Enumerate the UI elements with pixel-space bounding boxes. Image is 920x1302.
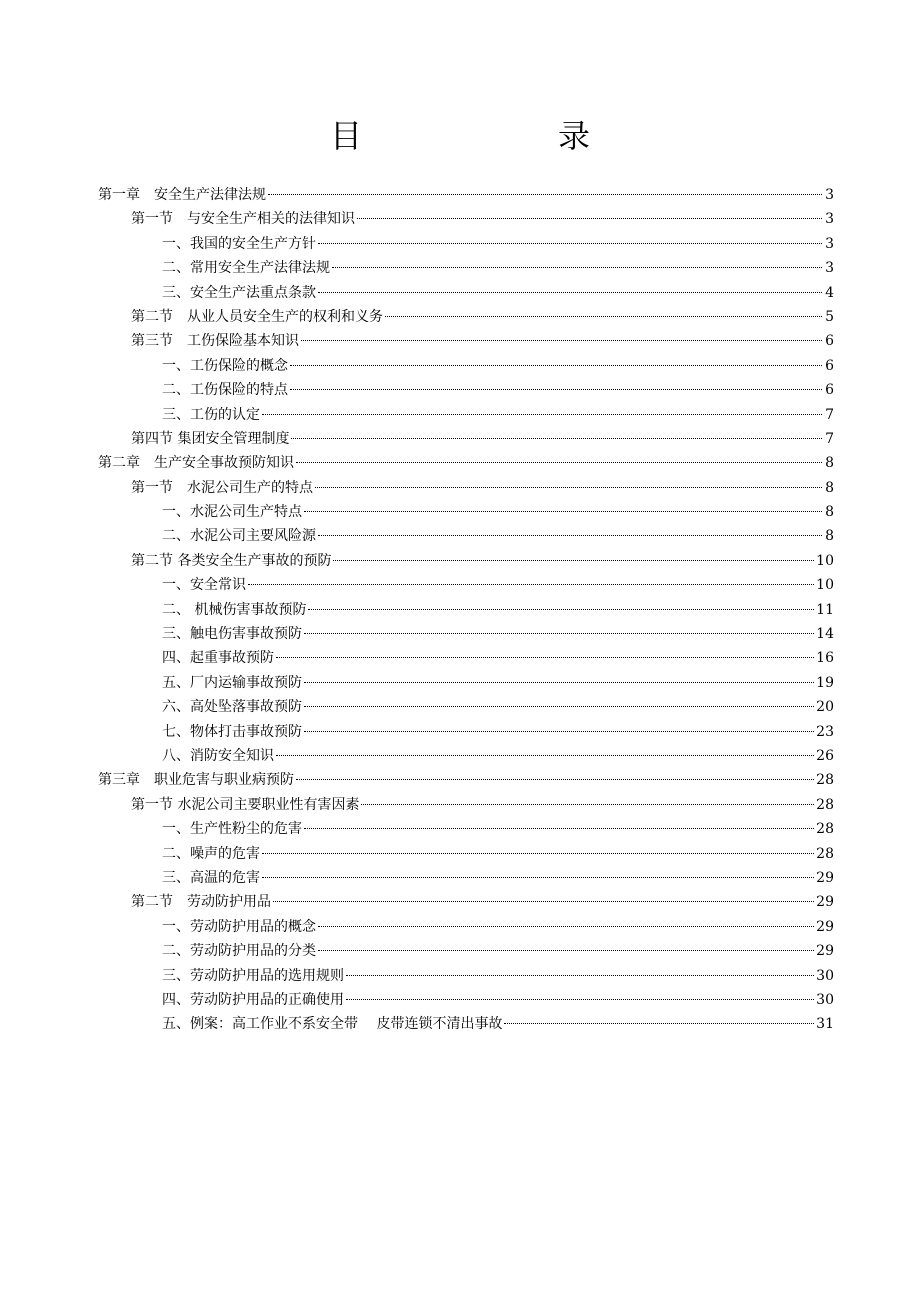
toc-subsection-entry[interactable] bbox=[98, 695, 834, 719]
toc-dot-leader bbox=[290, 389, 822, 390]
toc-dot-leader bbox=[276, 657, 814, 658]
toc-dot-leader bbox=[248, 584, 814, 585]
toc-subsection-entry[interactable] bbox=[98, 964, 834, 988]
toc-entry-label: 第二节 劳动防护用品 bbox=[131, 894, 271, 911]
toc-page-number: 23 bbox=[816, 723, 834, 740]
toc-chapter-entry[interactable] bbox=[98, 183, 834, 207]
toc-subsection-entry[interactable] bbox=[98, 281, 834, 305]
toc-entry-label: 四、劳动防护用品的正确使用 bbox=[162, 991, 344, 1008]
toc-dot-leader bbox=[318, 292, 822, 293]
toc-dot-leader bbox=[304, 511, 822, 512]
toc-entry-label: 一、水泥公司生产特点 bbox=[162, 504, 302, 521]
toc-entry-label: 第二章 生产安全事故预防知识 bbox=[98, 455, 294, 472]
toc-page-number: 20 bbox=[816, 699, 834, 716]
toc-page-number: 8 bbox=[825, 479, 834, 496]
toc-subsection-entry[interactable] bbox=[98, 500, 834, 524]
toc-subsection-entry[interactable] bbox=[98, 598, 834, 622]
toc-entry-label: 三、高温的危害 bbox=[162, 869, 260, 886]
toc-dot-leader bbox=[296, 779, 814, 780]
toc-entry-label: 五、厂内运输事故预防 bbox=[162, 674, 302, 691]
toc-page-number: 31 bbox=[816, 1016, 834, 1033]
toc-subsection-entry[interactable] bbox=[98, 671, 834, 695]
toc-page-number: 28 bbox=[816, 845, 834, 862]
toc-page-number: 28 bbox=[816, 796, 834, 813]
toc-dot-leader bbox=[304, 706, 814, 707]
toc-page-number: 19 bbox=[816, 674, 834, 691]
toc-entry-label: 第一节 水泥公司生产的特点 bbox=[131, 479, 313, 496]
toc-dot-leader bbox=[262, 414, 822, 415]
toc-page-number: 11 bbox=[816, 601, 834, 618]
toc-entry-label: 第二节 从业人员安全生产的权利和义务 bbox=[131, 308, 383, 325]
toc-subsection-entry[interactable] bbox=[98, 1012, 834, 1036]
toc-dot-leader bbox=[276, 755, 814, 756]
toc-dot-leader bbox=[318, 535, 822, 536]
toc-page-number: 30 bbox=[816, 991, 834, 1008]
toc-entry-label: 二、 机械伤害事故预防 bbox=[162, 601, 307, 618]
toc-page-number: 3 bbox=[825, 260, 834, 277]
toc-entry-label: 八、消防安全知识 bbox=[162, 747, 274, 764]
toc-page-number: 14 bbox=[816, 626, 834, 643]
toc-section-entry[interactable] bbox=[98, 305, 834, 329]
toc-subsection-entry[interactable] bbox=[98, 720, 834, 744]
toc-subsection-entry[interactable] bbox=[98, 646, 834, 670]
toc-page-number: 10 bbox=[816, 552, 834, 569]
toc-entry-label: 三、工伤的认定 bbox=[162, 406, 260, 423]
toc-entry-label: 一、安全常识 bbox=[162, 577, 246, 594]
toc-page-number: 30 bbox=[816, 967, 834, 984]
toc-dot-leader bbox=[262, 877, 814, 878]
toc-section-entry[interactable] bbox=[98, 793, 834, 817]
toc-page-number: 28 bbox=[816, 772, 834, 789]
toc-page-number: 7 bbox=[825, 406, 834, 423]
toc-subsection-entry[interactable] bbox=[98, 939, 834, 963]
toc-entry-label: 一、我国的安全生产方针 bbox=[162, 235, 316, 252]
toc-page-number: 6 bbox=[825, 357, 834, 374]
toc-entry-label: 一、生产性粉尘的危害 bbox=[162, 821, 302, 838]
toc-dot-leader bbox=[318, 243, 822, 244]
toc-dot-leader bbox=[304, 731, 814, 732]
toc-dot-leader bbox=[346, 975, 814, 976]
toc-page-number: 7 bbox=[825, 430, 834, 447]
toc-dot-leader bbox=[262, 853, 814, 854]
toc-entry-label: 第三节 工伤保险基本知识 bbox=[131, 333, 299, 350]
toc-chapter-entry[interactable] bbox=[98, 768, 834, 792]
toc-chapter-entry[interactable] bbox=[98, 451, 834, 475]
toc-entry-label: 三、劳动防护用品的选用规则 bbox=[162, 967, 344, 984]
toc-dot-leader bbox=[304, 682, 814, 683]
toc-entry-label: 第四节 集团安全管理制度 bbox=[131, 430, 290, 447]
toc-subsection-entry[interactable] bbox=[98, 988, 834, 1012]
toc-subsection-entry[interactable] bbox=[98, 232, 834, 256]
toc-page-number: 3 bbox=[825, 187, 834, 203]
toc-dot-leader bbox=[290, 365, 822, 366]
toc-page-number: 8 bbox=[825, 528, 834, 545]
toc-dot-leader bbox=[308, 609, 814, 610]
toc-subsection-entry[interactable] bbox=[98, 573, 834, 597]
toc-dot-leader bbox=[304, 633, 814, 634]
toc-subsection-entry[interactable] bbox=[98, 354, 834, 378]
toc-dot-leader bbox=[315, 487, 822, 488]
toc-entry-label: 二、噪声的危害 bbox=[162, 845, 260, 862]
toc-subsection-entry[interactable] bbox=[98, 915, 834, 939]
toc-page-number: 29 bbox=[816, 943, 834, 960]
toc-entry-label: 第二节 各类安全生产事故的预防 bbox=[131, 552, 332, 569]
toc-dot-leader bbox=[318, 926, 814, 927]
toc-entry-label: 七、物体打击事故预防 bbox=[162, 723, 302, 740]
toc-entry-label: 一、工伤保险的概念 bbox=[162, 357, 288, 374]
toc-dot-leader bbox=[332, 267, 822, 268]
toc-page-number: 29 bbox=[816, 918, 834, 935]
toc-dot-leader bbox=[346, 999, 814, 1000]
toc-dot-leader bbox=[318, 950, 814, 951]
toc-section-entry[interactable] bbox=[98, 476, 834, 500]
toc-entry-label: 四、起重事故预防 bbox=[162, 650, 274, 667]
toc-subsection-entry[interactable] bbox=[98, 817, 834, 841]
toc-dot-leader bbox=[291, 438, 822, 439]
toc-subsection-entry[interactable] bbox=[98, 378, 834, 402]
toc-dot-leader bbox=[268, 194, 822, 195]
toc-dot-leader bbox=[504, 1023, 814, 1024]
toc-page-number: 16 bbox=[816, 650, 834, 667]
toc-dot-leader bbox=[304, 828, 814, 829]
toc-page-number: 5 bbox=[825, 308, 834, 325]
toc-entry-label: 三、触电伤害事故预防 bbox=[162, 626, 302, 643]
toc-dot-leader bbox=[273, 901, 814, 902]
toc-section-entry[interactable] bbox=[98, 207, 834, 231]
toc-page-number: 29 bbox=[816, 869, 834, 886]
toc-entry-label: 二、常用安全生产法律法规 bbox=[162, 260, 330, 277]
toc-dot-leader bbox=[333, 560, 814, 561]
toc-section-entry[interactable] bbox=[98, 549, 834, 573]
toc-subsection-entry[interactable] bbox=[98, 622, 834, 646]
toc-entry-label: 二、工伤保险的特点 bbox=[162, 382, 288, 399]
toc-entry-label: 第一节 水泥公司主要职业性有害因素 bbox=[131, 796, 360, 813]
toc-section-entry[interactable] bbox=[98, 890, 834, 914]
toc-entry-label: 五、例案：高工作业不系安全带 皮带连锁不清出事故 bbox=[162, 1016, 503, 1033]
toc-page-number: 6 bbox=[825, 382, 834, 399]
toc-subsection-entry[interactable] bbox=[98, 524, 834, 548]
toc-dot-leader bbox=[296, 462, 822, 463]
toc-dot-leader bbox=[357, 218, 822, 219]
toc-section-entry[interactable] bbox=[98, 427, 834, 451]
toc-entry-label: 一、劳动防护用品的概念 bbox=[162, 918, 316, 935]
toc-entry-label: 第一章 安全生产法律法规 bbox=[98, 187, 266, 203]
toc-page-number: 8 bbox=[825, 504, 834, 521]
table-of-contents bbox=[98, 183, 834, 1037]
toc-entry-label: 六、高处坠落事故预防 bbox=[162, 699, 302, 716]
toc-page-number: 3 bbox=[825, 235, 834, 252]
toc-subsection-entry[interactable] bbox=[98, 842, 834, 866]
toc-page-number: 10 bbox=[816, 577, 834, 594]
toc-entry-label: 二、水泥公司主要风险源 bbox=[162, 528, 316, 545]
toc-entry-label: 三、安全生产法重点条款 bbox=[162, 284, 316, 301]
toc-entry-label: 第一节 与安全生产相关的法律知识 bbox=[131, 211, 355, 228]
toc-entry-label: 二、劳动防护用品的分类 bbox=[162, 943, 316, 960]
toc-entry-label: 第三章 职业危害与职业病预防 bbox=[98, 772, 294, 789]
toc-subsection-entry[interactable] bbox=[98, 403, 834, 427]
toc-page-number: 3 bbox=[825, 211, 834, 228]
toc-page-number: 28 bbox=[816, 821, 834, 838]
toc-page-number: 8 bbox=[825, 455, 834, 472]
toc-dot-leader bbox=[361, 804, 814, 805]
toc-page-number: 26 bbox=[816, 747, 834, 764]
toc-subsection-entry[interactable] bbox=[98, 256, 834, 280]
toc-subsection-entry[interactable] bbox=[98, 866, 834, 890]
toc-subsection-entry[interactable] bbox=[98, 744, 834, 768]
toc-page-number: 4 bbox=[825, 284, 834, 301]
toc-page-number: 6 bbox=[825, 333, 834, 350]
toc-dot-leader bbox=[301, 340, 822, 341]
toc-section-entry[interactable] bbox=[98, 329, 834, 353]
toc-page-number: 29 bbox=[816, 894, 834, 911]
document-title: 目 录 bbox=[329, 117, 634, 155]
toc-dot-leader bbox=[385, 316, 822, 317]
